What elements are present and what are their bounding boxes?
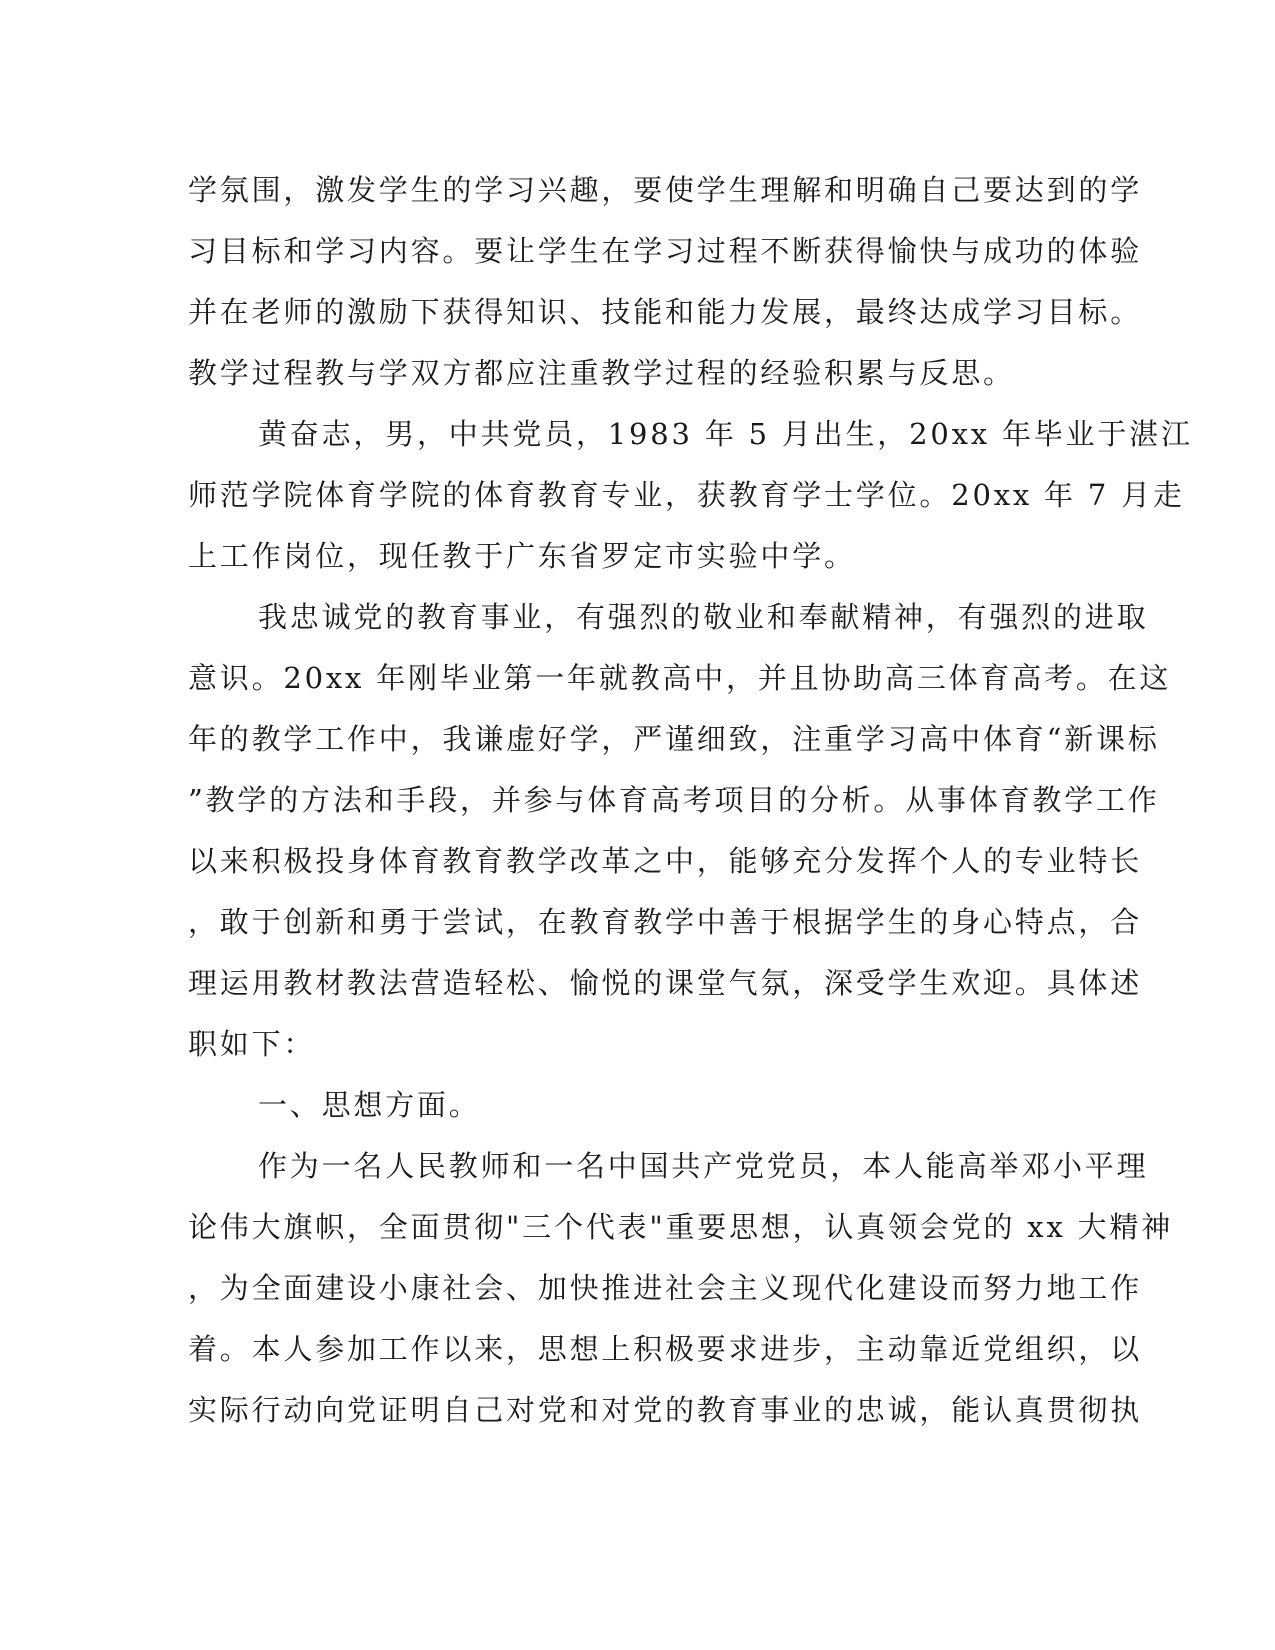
paragraph-1 xyxy=(188,160,1143,404)
text-line: ，为全面建设小康社会、加快推进社会主义现代化建设而努力地工作 xyxy=(188,1271,1143,1305)
section-heading xyxy=(188,1075,1068,1136)
text-line: 师范学院体育学院的体育教育专业，获教育学士学位。20xx 年 7 月走 xyxy=(188,478,1185,512)
text-line: 习目标和学习内容。要让学生在学习过程不断获得愉快与成功的体验 xyxy=(188,234,1143,268)
text-line: 上工作岗位，现任教于广东省罗定市实验中学。 xyxy=(188,539,856,573)
text-line: ”教学的方法和手段，并参与体育高考项目的分析。从事体育教学工作 xyxy=(188,783,1160,817)
text-line: 年的教学工作中，我谦虚好学，严谨细致，注重学习高中体育“新课标 xyxy=(188,722,1160,756)
text-line: 理运用教材教法营造轻松、愉悦的课堂气氛，深受学生欢迎。具体述 xyxy=(188,966,1143,1000)
text-line: 并在老师的激励下获得知识、技能和能力发展，最终达成学习目标。 xyxy=(188,295,1143,329)
section-heading-text: 一、思想方面。 xyxy=(258,1088,481,1122)
text-line: 意识。20xx 年刚毕业第一年就教高中，并且协助高三体育高考。在这 xyxy=(188,661,1172,695)
paragraph-3 xyxy=(188,587,1172,1075)
text-line: 以来积极投身体育教育教学改革之中，能够充分发挥个人的专业特长 xyxy=(188,844,1143,878)
paragraph-5 xyxy=(188,1136,1174,1441)
text-line: 作为一名人民教师和一名中国共产党党员，本人能高举邓小平理 xyxy=(258,1149,1149,1183)
paragraph-2 xyxy=(188,404,1193,587)
text-line: ，敢于创新和勇于尝试，在教育教学中善于根据学生的身心特点，合 xyxy=(188,905,1143,939)
text-line: 教学过程教与学双方都应注重教学过程的经验积累与反思。 xyxy=(188,356,1015,390)
document-body xyxy=(188,160,1193,1441)
text-line: 我忠诚党的教育事业，有强烈的敬业和奉献精神，有强烈的进取 xyxy=(258,600,1149,634)
text-line: 实际行动向党证明自己对党和对党的教育事业的忠诚，能认真贯彻执 xyxy=(188,1393,1143,1427)
text-line: 学氛围，激发学生的学习兴趣，要使学生理解和明确自己要达到的学 xyxy=(188,173,1143,207)
text-line: 黄奋志，男，中共党员，1983 年 5 月出生，20xx 年毕业于湛江 xyxy=(258,417,1193,451)
text-line: 着。本人参加工作以来，思想上积极要求进步，主动靠近党组织，以 xyxy=(188,1332,1143,1366)
text-line: 职如下： xyxy=(188,1027,316,1061)
text-line: 论伟大旗帜，全面贯彻"三个代表"重要思想，认真领会党的 xx 大精神 xyxy=(188,1210,1174,1244)
